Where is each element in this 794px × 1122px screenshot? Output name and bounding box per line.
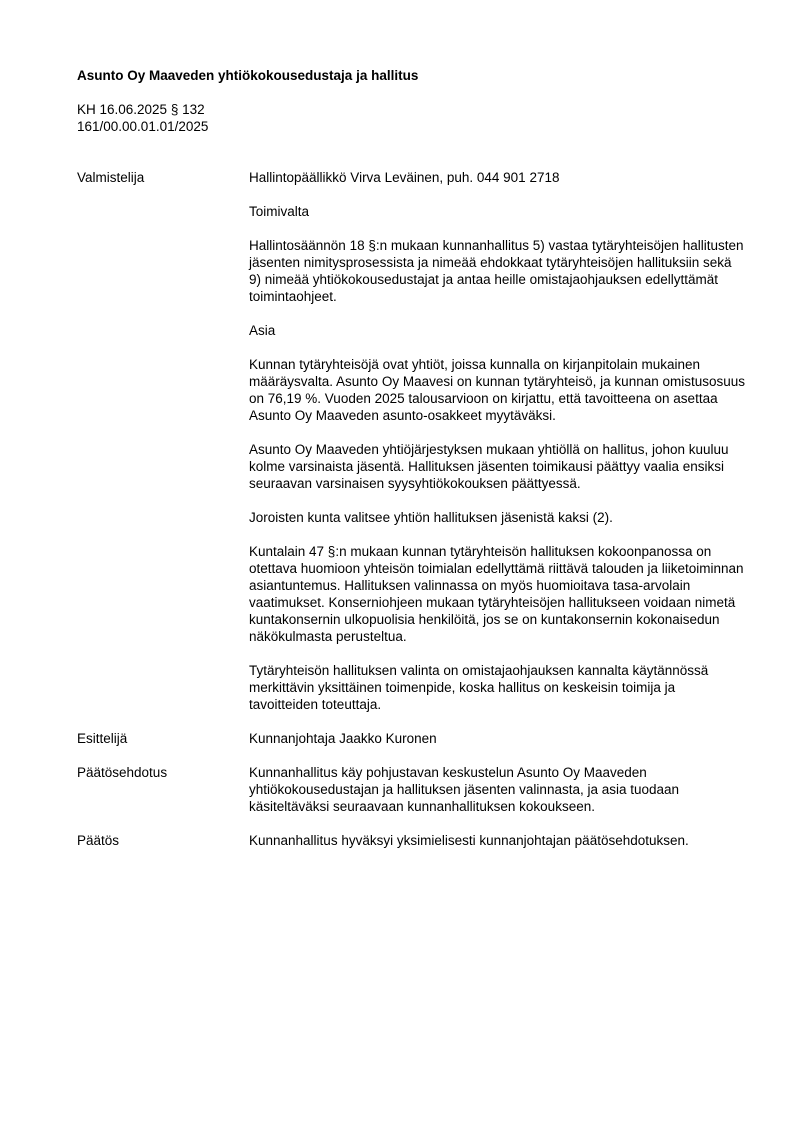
paragraph-asia-2: Asunto Oy Maaveden yhtiöjärjestyksen mukaan yhtiöllä on hallitus, johon kuuluu kolme varsinaista jäsentä. Hallituksen jäsenten toimikausi päättyy vaalia ensiksi seuraavan varsinaisen syysyhtiökokouksen päättyessä. [249,442,729,491]
document-meta [77,101,747,135]
paragraph-asia-1: Kunnan tytäryhteisöjä ovat yhtiöt, joissa kunnalla on kirjanpitolain mukainen määräysvalta. Asunto Oy Maavesi on kunnan tytäryhteisö, ja kunnan omistusosuus on 76,19 %. Vuoden 2025 talousarvioon on kirjattu, että tavoitteena on asettaa Asunto Oy Maaveden asunto-osakkeet myytäväksi. [249,357,746,423]
preparer-line: Hallintopäällikkö Virva Leväinen, puh. 044 901 2718 [249,170,560,185]
case-number: 161/00.00.01.01/2025 [77,119,209,134]
section-paatos [77,832,747,849]
paragraph-asia-4: Kuntalain 47 §:n mukaan kunnan tytäryhteisön hallituksen kokoonpanossa on otettava huomioon yhteisön toimialan edellyttämä riittävä talouden ja liiketoiminnan asiantuntemus. Hallituksen valinnassa on myös huomioitava tasa-arvolain vaatimukset. Konserniohjeen mukaan tytäryhteisöjen hallitukseen voidaan nimetä kuntakonsernin ulkopuolisia henkilöitä, jos se on kuntakonsernin kokonaisedun näkökulmasta perusteltua. [249,544,744,644]
paragraph-toimivalta: Hallintosäännön 18 §:n mukaan kunnanhallitus 5) vastaa tytäryhteisöjen hallitusten jäsenten nimitysprosessista ja nimeää ehdokkaat tytäryhteisöjen hallituksiin sekä 9) nimeää yhtiökokousedustajat ja antaa heille omistajaohjauksen edellyttämät toimintaohjeet. [249,238,744,304]
paragraph-asia-3: Joroisten kunta valitsee yhtiön hallituksen jäsenistä kaksi (2). [249,510,613,525]
document-page [77,67,747,866]
section-content-valmistelija [249,169,747,713]
document-title: Asunto Oy Maaveden yhtiökokousedustaja ja hallitus [77,68,419,83]
section-content-paatosehdotus: Kunnanhallitus käy pohjustavan keskustelun Asunto Oy Maaveden yhtiökokousedustajan ja hallituksen jäsenten valinnasta, ja asia tuodaan käsiteltäväksi seuraavaan kunnanhallituksen kokoukseen. [249,765,680,814]
section-label-paatos: Päätös [77,833,120,848]
section-content-esittelija: Kunnanjohtaja Jaakko Kuronen [249,731,437,746]
subheading-toimivalta: Toimivalta [249,204,310,219]
section-label-valmistelija: Valmistelija [77,170,145,185]
section-valmistelija [77,169,747,713]
meeting-reference: KH 16.06.2025 § 132 [77,102,205,117]
section-label-esittelija: Esittelijä [77,731,128,746]
section-content-paatos: Kunnanhallitus hyväksyi yksimielisesti kunnanjohtajan päätösehdotuksen. [249,833,689,848]
section-label-paatosehdotus: Päätösehdotus [77,765,168,780]
section-esittelija [77,730,747,747]
section-paatosehdotus [77,764,747,815]
paragraph-asia-5: Tytäryhteisön hallituksen valinta on omistajaohjauksen kannalta käytännössä merkittävin yksittäinen toimenpide, koska hallitus on keskeisin toimija ja tavoitteiden toteuttaja. [249,663,709,712]
subheading-asia: Asia [249,323,276,338]
